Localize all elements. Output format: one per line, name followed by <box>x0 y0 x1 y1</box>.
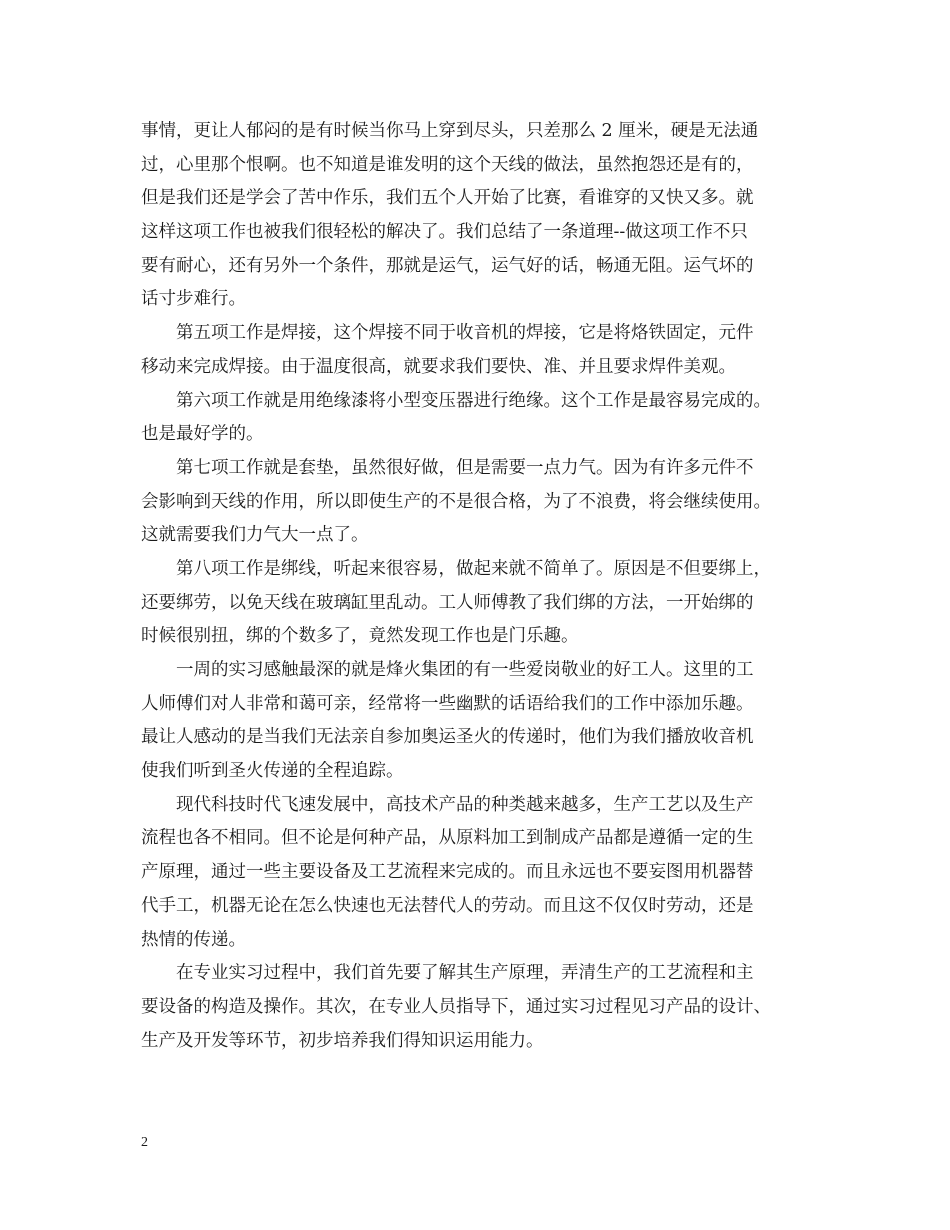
page-number: 2 <box>141 1135 148 1150</box>
text-line: 还要绑劳，以免天线在玻璃缸里乱动。工人师傅教了我们绑的方法，一开始绑的 <box>141 592 754 613</box>
text-line: 一周的实习感触最深的就是烽火集团的有一些爱岗敬业的好工人。这里的工 <box>176 660 754 680</box>
text-line: 产原理，通过一些主要设备及工艺流程来完成的。而且永远也不要妄图用机器替 <box>141 862 754 883</box>
text-line: 要有耐心，还有另外一个条件，那就是运气，运气好的话，畅通无阻。运气坏的 <box>141 255 754 276</box>
text-line: 移动来完成焊接。由于温度很高，就要求我们要快、准、并且要求焊件美观。 <box>141 356 736 377</box>
text-line: 第八项工作是绑线，听起来很容易，做起来就不简单了。原因是不但要绑上， <box>176 558 771 579</box>
text-line: 事情，更让人郁闷的是有时候当你马上穿到尽头，只差那么 2 厘米，硬是无法通 <box>141 121 759 141</box>
text-line: 这就需要我们力气大一点了。 <box>141 525 369 546</box>
text-line: 人师傅们对人非常和蔼可亲，经常将一些幽默的话语给我们的工作中添加乐趣。 <box>141 693 754 714</box>
text-line: 生产及开发等环节，初步培养我们得知识运用能力。 <box>141 1030 544 1051</box>
text-line: 现代科技时代飞速发展中，高技术产品的种类越来越多，生产工艺以及生产 <box>176 794 754 815</box>
text-line: 第六项工作就是用绝缘漆将小型变压器进行绝缘。这个工作是最容易完成的。 <box>176 390 771 411</box>
text-line: 时候很别扭，绑的个数多了，竟然发现工作也是门乐趣。 <box>141 626 579 647</box>
text-line: 在专业实习过程中，我们首先要了解其生产原理，弄清生产的工艺流程和主 <box>176 963 754 984</box>
text-line: 这样这项工作也被我们很轻松的解决了。我们总结了一条道理--做这项工作不只 <box>141 222 748 243</box>
text-line: 使我们听到圣火传递的全程追踪。 <box>141 761 404 782</box>
text-line: 也是最好学的。 <box>141 424 264 445</box>
text-line: 会影响到天线的作用，所以即使生产的不是很合格，为了不浪费，将会继续使用。 <box>141 491 771 512</box>
body-text <box>141 115 813 1058</box>
text-line: 但是我们还是学会了苦中作乐，我们五个人开始了比赛，看谁穿的又快又多。就 <box>141 188 754 209</box>
text-line: 流程也各不相同。但不论是何种产品，从原料加工到制成产品都是遵循一定的生 <box>141 828 754 849</box>
text-line: 第七项工作就是套垫，虽然很好做，但是需要一点力气。因为有许多元件不 <box>176 457 754 478</box>
text-line: 过，心里那个恨啊。也不知道是谁发明的这个天线的做法，虽然抱怨还是有的， <box>141 154 754 175</box>
text-line: 热情的传递。 <box>141 929 246 950</box>
text-line: 代手工，机器无论在怎么快速也无法替代人的劳动。而且这不仅仅时劳动，还是 <box>141 895 754 916</box>
text-line: 第五项工作是焊接，这个焊接不同于收音机的焊接，它是将烙铁固定，元件 <box>176 323 754 344</box>
text-line: 要设备的构造及操作。其次，在专业人员指导下，通过实习过程见习产品的设计、 <box>141 996 771 1017</box>
text-line: 最让人感动的是当我们无法亲自参加奥运圣火的传递时，他们为我们播放收音机 <box>141 727 754 748</box>
text-line: 话寸步难行。 <box>141 289 246 310</box>
